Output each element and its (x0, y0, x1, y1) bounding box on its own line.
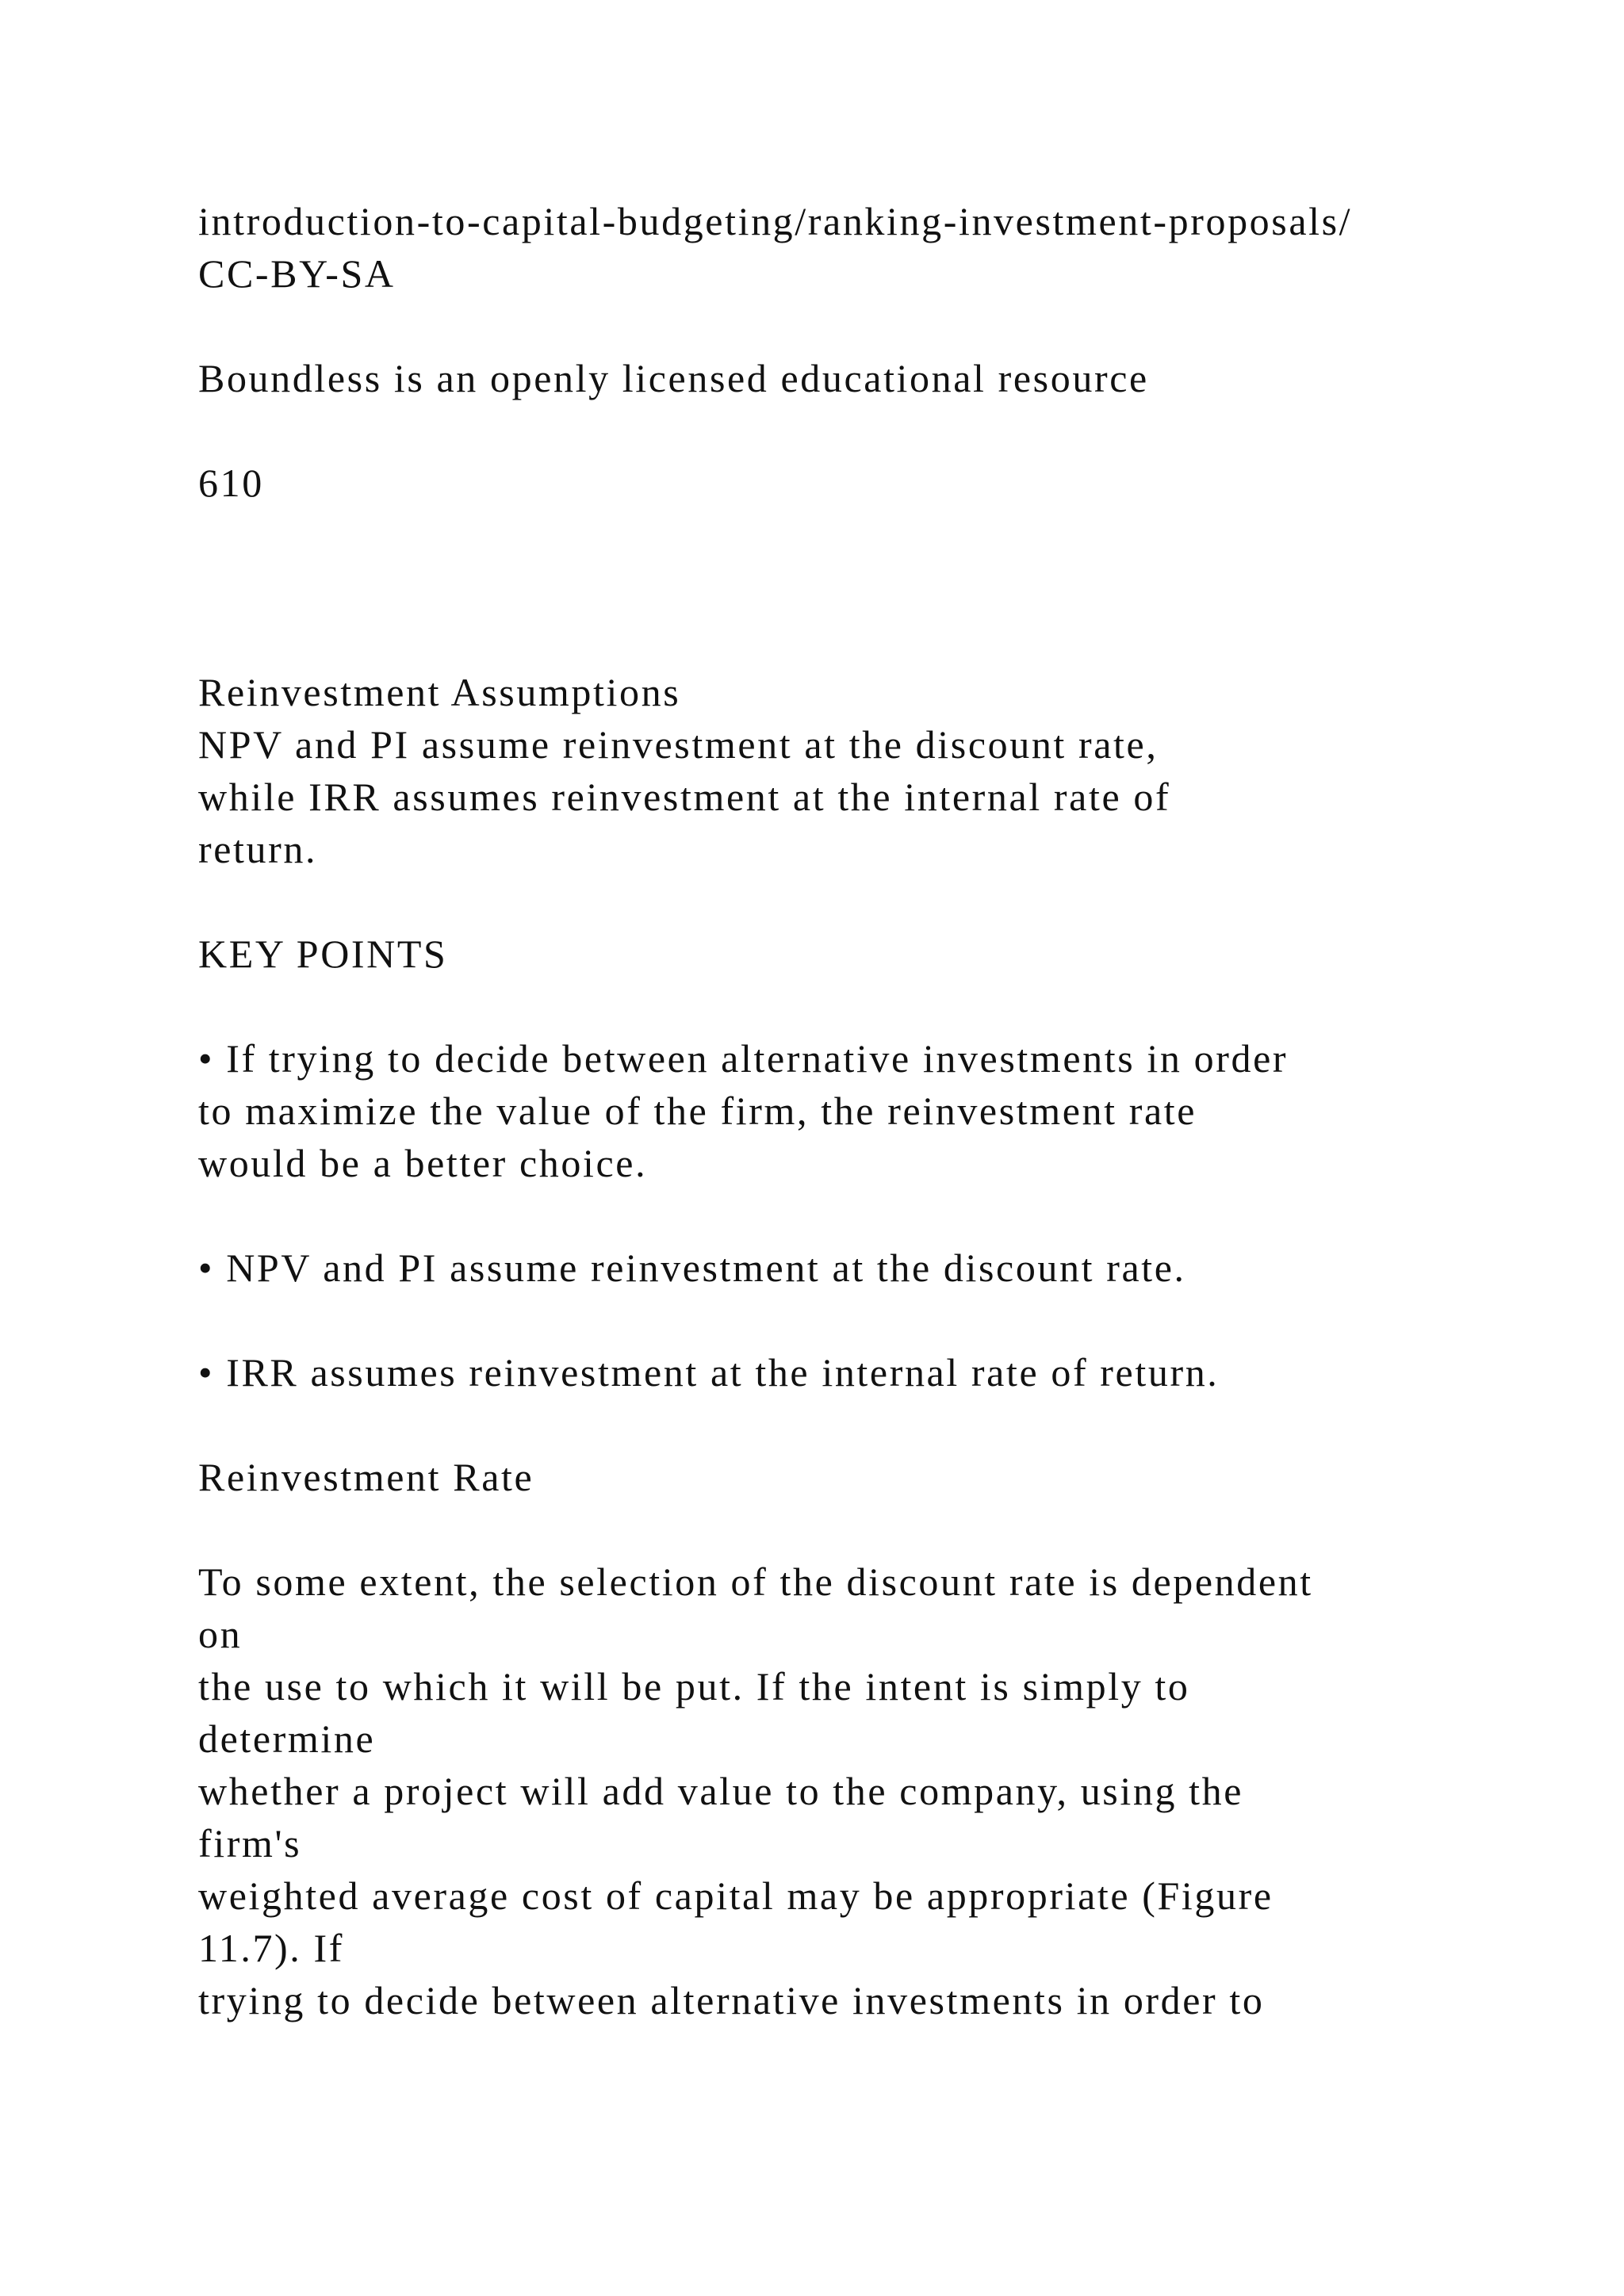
key-point-item: to maximize the value of the firm, the reinvestment rate (198, 1089, 1197, 1133)
body-line: 11.7). If (198, 1926, 344, 1970)
summary-line: return. (198, 827, 318, 871)
summary-line: NPV and PI assume reinvestment at the discount rate, (198, 722, 1159, 767)
license-line: CC-BY-SA (198, 251, 396, 296)
body-line: trying to decide between alternative investments in order to (198, 1978, 1265, 2022)
subsection-title: Reinvestment Rate (198, 1455, 534, 1499)
page-number: 610 (198, 461, 264, 505)
body-line: whether a project will add value to the company, using the (198, 1769, 1244, 1813)
key-point-item: • NPV and PI assume reinvestment at the discount rate. (198, 1246, 1186, 1290)
key-point-item: • If trying to decide between alternative investments in order (198, 1036, 1289, 1081)
body-line: weighted average cost of capital may be appropriate (Figure (198, 1873, 1274, 1918)
body-line: firm's (198, 1821, 302, 1866)
key-point-item: • IRR assumes reinvestment at the internal rate of return. (198, 1350, 1220, 1395)
body-line: To some extent, the selection of the discount rate is dependent (198, 1559, 1313, 1604)
body-line: the use to which it will be put. If the intent is simply to (198, 1664, 1190, 1709)
attribution-line: Boundless is an openly licensed educational resource (198, 356, 1149, 400)
key-points-heading: KEY POINTS (198, 932, 448, 976)
body-line: on (198, 1612, 243, 1656)
summary-line: while IRR assumes reinvestment at the internal rate of (198, 775, 1171, 819)
source-url-line: introduction-to-capital-budgeting/ranking-investment-proposals/ (198, 199, 1353, 243)
section-title: Reinvestment Assumptions (198, 670, 681, 714)
key-point-item: would be a better choice. (198, 1141, 648, 1185)
body-line: determine (198, 1716, 376, 1761)
